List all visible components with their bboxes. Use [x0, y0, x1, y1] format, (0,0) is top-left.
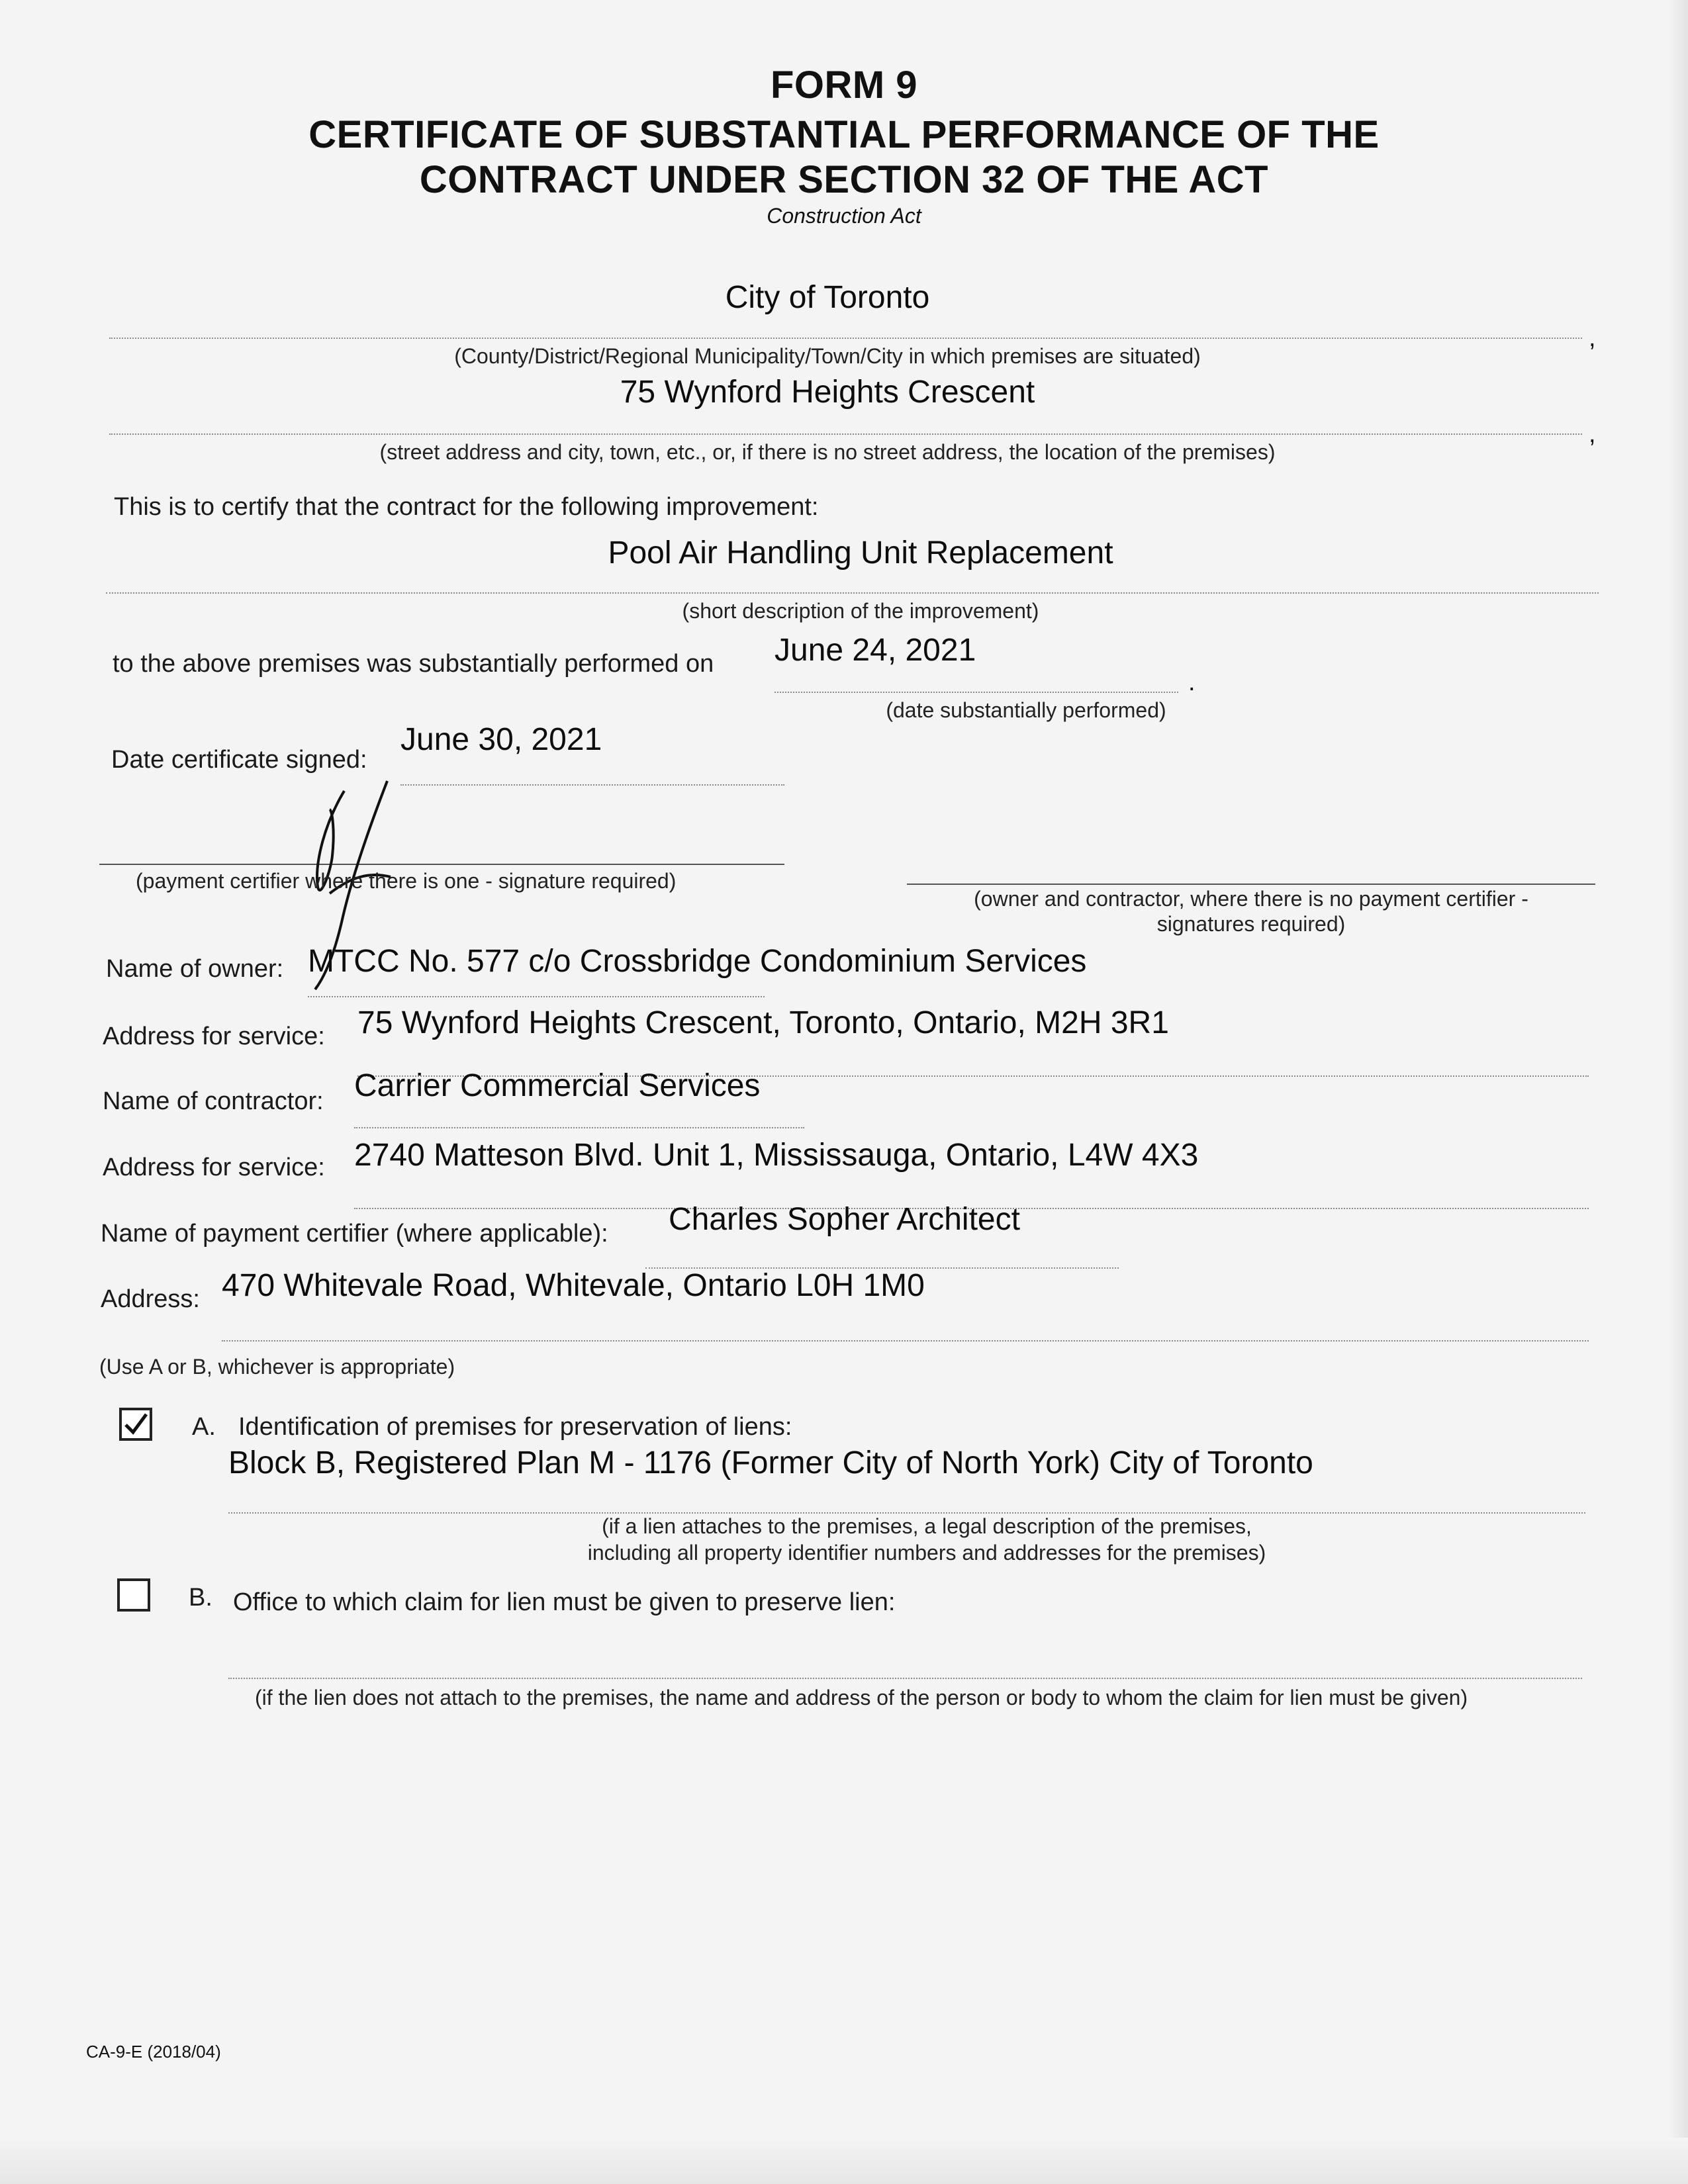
certifier-name-label: Name of payment certifier (where applicable): [101, 1220, 608, 1248]
date-signed-line [400, 784, 784, 786]
option-a-caption-line-1: (if a lien attaches to the premises, a legal description of the premises, [602, 1514, 1252, 1538]
owner-address-value: 75 Wynford Heights Crescent, Toronto, Ontario, M2H 3R1 [357, 1005, 1169, 1040]
certifier-address-line [222, 1340, 1589, 1342]
improvement-intro: This is to certify that the contract for the following improvement: [114, 493, 819, 521]
contractor-name-label: Name of contractor: [103, 1087, 324, 1115]
premises-value: 75 Wynford Heights Crescent [620, 375, 1035, 410]
act-name: Construction Act [767, 204, 921, 228]
owner-name-value: MTCC No. 577 c/o Crossbridge Condominium Services [308, 944, 1087, 979]
date-signed-value: June 30, 2021 [400, 722, 602, 757]
scan-bottom-shadow [0, 2138, 1688, 2184]
performed-period: . [1188, 668, 1196, 696]
performed-date-value: June 24, 2021 [774, 633, 976, 668]
option-a-letter: A. [192, 1413, 216, 1441]
certifier-name-value: Charles Sopher Architect [669, 1202, 1020, 1237]
owner-address-label: Address for service: [103, 1023, 325, 1050]
certifier-signature-line [99, 864, 784, 865]
improvement-caption: (short description of the improvement) [682, 599, 1039, 623]
improvement-value: Pool Air Handling Unit Replacement [608, 535, 1113, 570]
owner-name-label: Name of owner: [106, 955, 284, 983]
municipality-value: City of Toronto [725, 280, 930, 315]
performed-label: to the above premises was substantially performed on [113, 650, 714, 678]
improvement-line [106, 592, 1599, 594]
contractor-name-line [354, 1127, 804, 1128]
options-instruction: (Use A or B, whichever is appropriate) [99, 1355, 455, 1379]
option-a-checkbox[interactable] [119, 1408, 152, 1441]
owner-contractor-signature-line [907, 884, 1595, 885]
option-a-label: Identification of premises for preservation of liens: [238, 1413, 792, 1441]
option-b-checkbox[interactable] [117, 1578, 150, 1612]
form-code: CA-9-E (2018/04) [86, 2042, 221, 2062]
checkmark-icon [122, 1410, 150, 1438]
owner-name-line [308, 996, 765, 997]
option-b-letter: B. [189, 1584, 212, 1612]
option-b-caption: (if the lien does not attach to the premises, the name and address of the person or body to whom the claim for lien must be given) [255, 1686, 1468, 1709]
premises-caption: (street address and city, town, etc., or, if there is no street address, the location of the premises) [379, 440, 1276, 464]
option-b-label: Office to which claim for lien must be given to preserve lien: [233, 1588, 896, 1616]
owner-signature-caption-line-1: (owner and contractor, where there is no payment certifier - [974, 887, 1528, 911]
owner-signature-caption-line-2: signatures required) [1156, 912, 1346, 936]
option-a-caption-line-2: including all property identifier numbers and addresses for the premises) [587, 1541, 1266, 1565]
performed-date-line [774, 692, 1178, 693]
certifier-address-value: 470 Whitevale Road, Whitevale, Ontario L0H 1M0 [222, 1268, 925, 1303]
premises-comma: , [1589, 420, 1596, 448]
contractor-address-label: Address for service: [103, 1154, 325, 1181]
contractor-address-value: 2740 Matteson Blvd. Unit 1, Mississauga, Ontario, L4W 4X3 [354, 1138, 1199, 1173]
premises-line [109, 433, 1582, 435]
form-title-line-1: CERTIFICATE OF SUBSTANTIAL PERFORMANCE OF THE [308, 113, 1380, 156]
form-title-line-2: CONTRACT UNDER SECTION 32 OF THE ACT [419, 158, 1269, 201]
municipality-caption: (County/District/Regional Municipality/Town/City in which premises are situated) [454, 344, 1201, 368]
option-a-line [228, 1512, 1585, 1514]
form-number: FORM 9 [770, 64, 918, 107]
option-a-value: Block B, Registered Plan M - 1176 (Former City of North York) City of Toronto [228, 1445, 1313, 1480]
date-signed-label: Date certificate signed: [111, 746, 367, 774]
certifier-signature-caption: (payment certifier where there is one - signature required) [136, 869, 677, 893]
option-b-line [228, 1678, 1582, 1679]
contractor-name-value: Carrier Commercial Services [354, 1068, 761, 1103]
municipality-comma: , [1589, 324, 1596, 352]
scan-edge-shadow [1668, 0, 1688, 2184]
performed-date-caption: (date substantially performed) [886, 698, 1166, 722]
certifier-address-label: Address: [101, 1285, 200, 1313]
municipality-line [109, 338, 1582, 339]
